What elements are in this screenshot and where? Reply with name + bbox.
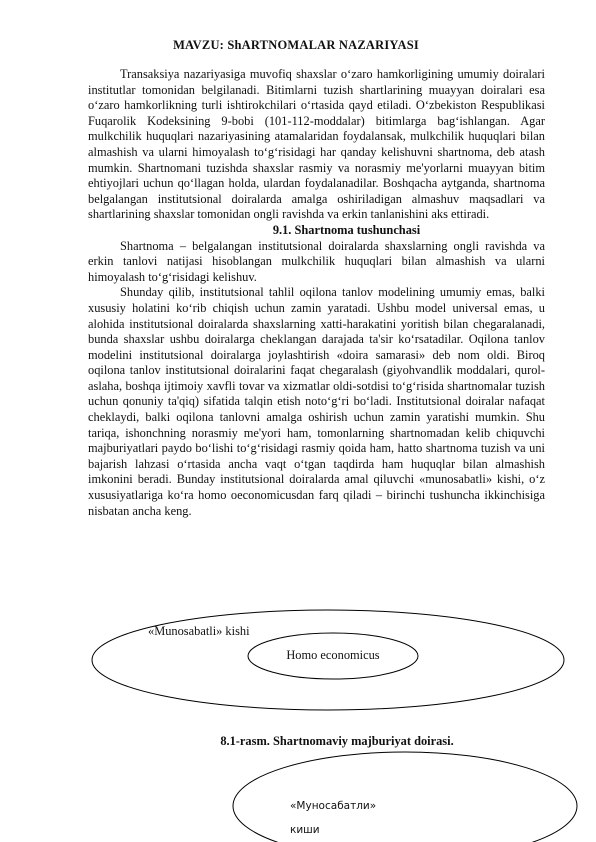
inner-ellipse-label: Homo economicus	[286, 648, 380, 662]
analysis-paragraph: Shunday qilib, institutsional tahlil oqilona tanlov modelining umumiy emas, balki xususiy holatini ko‘rib chiqish uchun zamin yaratadi. Ushbu model universal emas, u alohida institutsional doiralarda shaxslarning xatti-harakatini yoritish bilan chegaralanadi, bunda shaxslar ushbu doiralarga cheklangan darajada ta'sir ko‘rsatadilar. Oqilona tanlov modelini institutsional doiralarga joylashtirish «doira samarasi» deb nom oldi. Biroq oqilona tanlov institutsional doiralarini faqat chegaralash (giyohvandlik moddalari, qurol-aslaha, boshqa ijtimoiy xavfli tovar va xizmatlar oldi-sotdisi to‘g‘risida shartnomalar tuzish uchun qonuniy ta'qiq) sifatida talqin etish noto‘g‘ri bo‘ladi. Institutsional doiralar nafaqat cheklaydi, balki oqilona tanlovni amalga oshirish uchun zamin yaratishi mumkin. Shu tariqa, ishonchning norasmiy me'yori ham, tomonlarning shartnomadan kelib chiquvchi majburiyatlari paydo bo‘lishi to‘g‘risidagi rasmiy qoida ham, hatto shartnoma tuzish va uni bajarish lahzasi o‘rtasida ancha vaqt o‘tgan taqdirda ham huquqlar bilan almashish imkonini beradi. Bunday institutsional doiralarda amal qiluvchi «munosabatli» kishi, o‘z xususiyatlariga ko‘ra homo oeconomicusdan farq qiladi – birinchi tushuncha ikkinchisiga nisbatan ancha keng.	[88, 285, 545, 518]
section-heading: 9.1. Shartnoma tushunchasi	[272, 222, 421, 237]
contract-frame-diagram	[0, 600, 596, 730]
figure-caption: 8.1-rasm. Shartnomaviy majburiyat doirasi.	[220, 734, 454, 748]
next-diagram-fragment	[0, 748, 596, 842]
next-ellipse-label-line2: киши	[290, 824, 320, 836]
intro-paragraph: Transaksiya nazariyasiga muvofiq shaxslar o‘zaro hamkorligining umumiy doiralari institutlar tomonidan belgilanadi. Bitimlarni tuzish shartlarining muayyan doiralari esa o‘zaro hamkorlikning turli ishtirokchilari o‘rtasida qayd etiladi. O‘zbekiston Respublikasi Fuqarolik Kodeksining 9-bobi (101-112-moddalar) bitimlarga bag‘ishlangan. Agar mulkchilik huquqlari nazariyasining atamalaridan foydalansak, mulkchilik huquqlari bilan almashish va ularni himoyalash to‘g‘risidagi har qanday kelishuvni shartnoma, deb atash mumkin. Shartnomani tuzishda shaxslar rasmiy va norasmiy me'yorlarni muayyan bitim ehtiyojlari uchun qo‘llagan holda, ulardan foydalanadilar. Boshqacha aytganda, shartnoma belgalangan institutsional doiralarda amalga oshiriladigan almashuv maqsadlari va shartlarining shaxslar tomonidan ongli ravishda va erkin tanlanishini aks ettiradi.	[88, 67, 545, 222]
page-title	[0, 38, 596, 53]
diagram-shapes	[0, 600, 596, 730]
next-ellipse-label	[290, 794, 440, 842]
page-title-text: MAVZU: ShARTNOMALAR NAZARIYASI	[173, 38, 419, 52]
document-body	[88, 67, 545, 519]
definition-paragraph: Shartnoma – belgalangan institutsional doiralarda shaxslarning ongli ravishda va erkin tanlovi natijasi hisoblangan mulkchilik huquqlari bilan almashish va ularni himoyalash to‘g‘risidagi kelishuv.	[88, 238, 545, 284]
outer-ellipse-label: «Munosabatli» kishi	[148, 624, 250, 638]
next-ellipse-label-line1: «Муносабатли»	[290, 800, 377, 812]
